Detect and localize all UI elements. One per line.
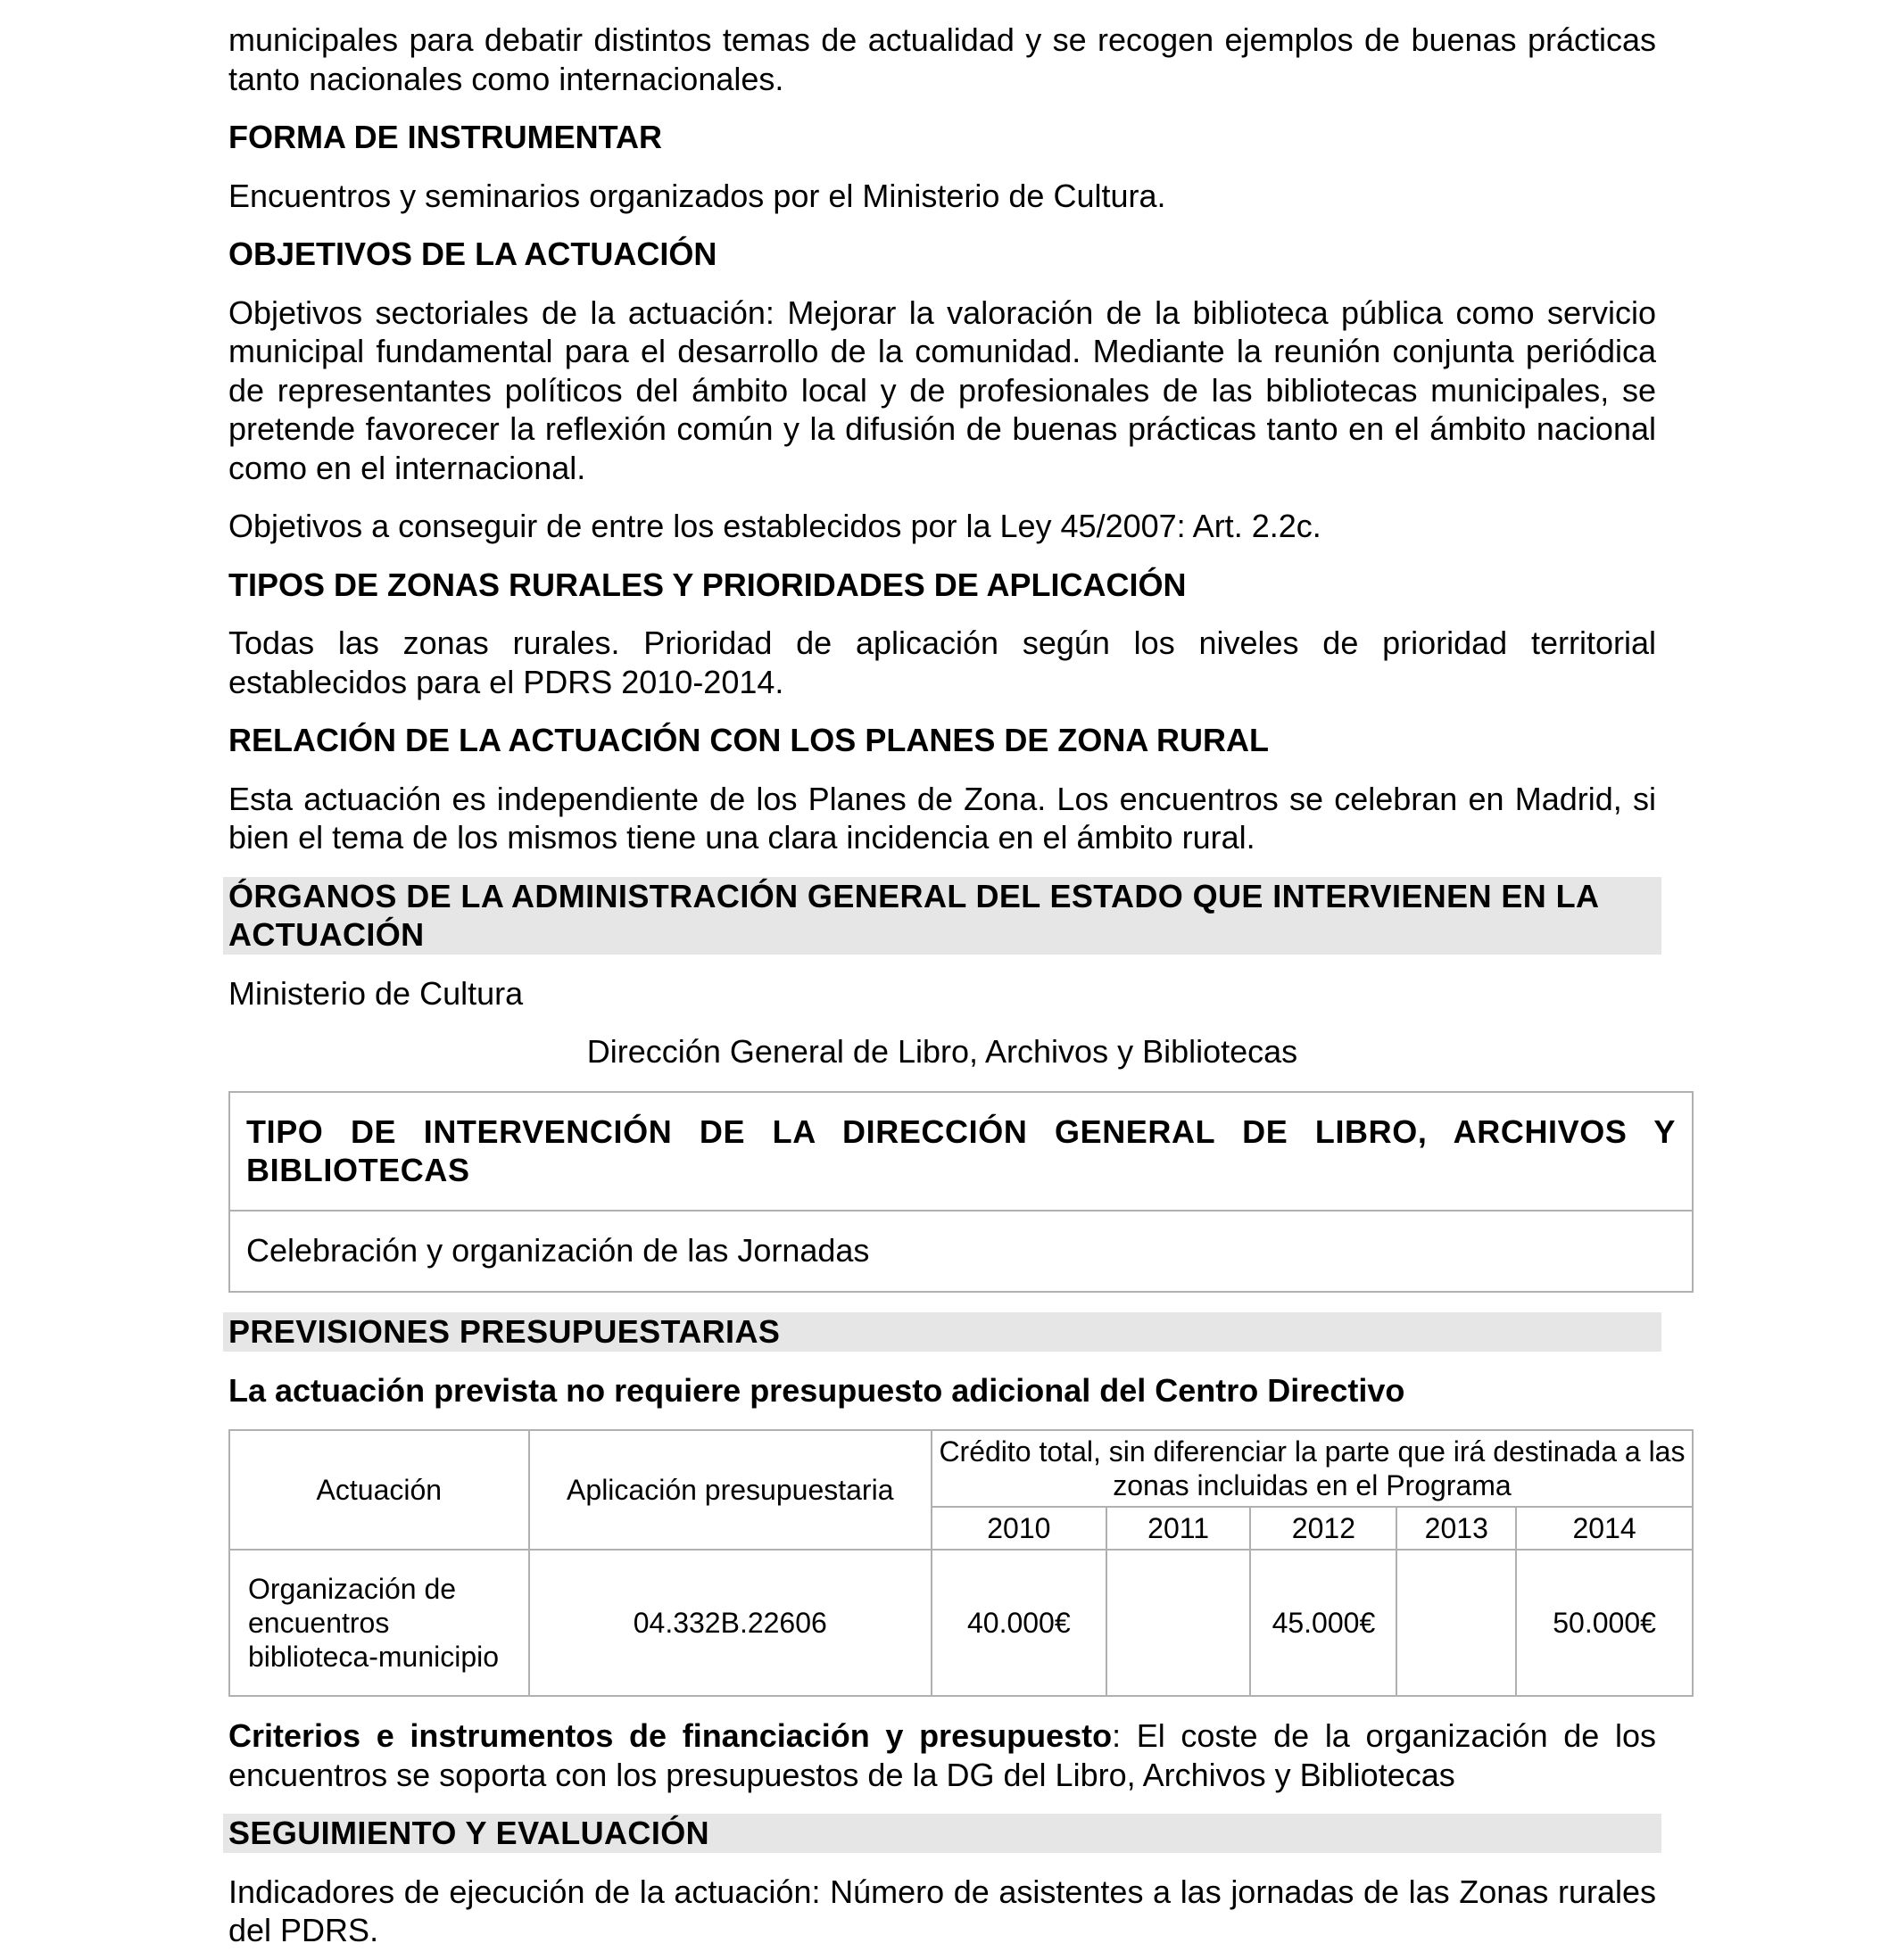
header-year: 2010 — [932, 1507, 1106, 1550]
budget-table — [228, 1429, 1694, 1697]
previsiones-heading: PREVISIONES PRESUPUESTARIAS — [223, 1312, 1661, 1352]
cell-aplicacion: 04.332B.22606 — [529, 1550, 932, 1696]
organos-heading: ÓRGANOS DE LA ADMINISTRACIÓN GENERAL DEL ESTADO QUE INTERVIENEN EN LA ACTUACIÓN — [223, 877, 1661, 955]
header-actuacion: Actuación — [229, 1430, 529, 1550]
objetivos-heading: OBJETIVOS DE LA ACTUACIÓN — [228, 236, 717, 272]
document-page — [228, 0, 1686, 1950]
organos-direccion: Dirección General de Libro, Archivos y Bibliotecas — [586, 1033, 1298, 1070]
header-year: 2014 — [1516, 1507, 1693, 1550]
zonas-heading: TIPOS DE ZONAS RURALES Y PRIORIDADES DE APLICACIÓN — [228, 566, 1187, 603]
cell-actuacion: Organización de encuentros biblioteca-municipio — [229, 1550, 529, 1696]
zonas-paragraph: Todas las zonas rurales. Prioridad de aplicación según los niveles de prioridad territorial establecidos para el PDRS 2010-2014. — [228, 624, 1656, 700]
table-row — [229, 1550, 1693, 1696]
criterios-bold-label: Criterios e instrumentos de financiación y presupuesto — [228, 1717, 1113, 1754]
criterios-text: : El coste de la organización de los encuentros se soporta con los presupuestos de la DG del Libro, Archivos y Bibliotecas — [228, 1717, 1656, 1793]
cell-value — [1396, 1550, 1516, 1696]
cell-value — [1106, 1550, 1251, 1696]
criterios-paragraph — [228, 1716, 1656, 1794]
organos-ministerio: Ministerio de Cultura — [228, 974, 524, 1012]
header-credito: Crédito total, sin diferenciar la parte que irá destinada a las zonas incluidas en el Programa — [932, 1430, 1693, 1507]
intervention-box-heading: TIPO DE INTERVENCIÓN DE LA DIRECCIÓN GENERAL DE LIBRO, ARCHIVOS Y BIBLIOTECAS — [230, 1093, 1692, 1212]
relacion-heading: RELACIÓN DE LA ACTUACIÓN CON LOS PLANES DE ZONA RURAL — [228, 722, 1269, 758]
intervention-box-text: Celebración y organización de las Jornadas — [246, 1231, 870, 1269]
forma-heading: FORMA DE INSTRUMENTAR — [228, 119, 662, 155]
intervention-box — [228, 1091, 1694, 1294]
header-aplicacion: Aplicación presupuestaria — [529, 1430, 932, 1550]
header-year: 2011 — [1106, 1507, 1251, 1550]
seguimiento-heading: SEGUIMIENTO Y EVALUACIÓN — [223, 1814, 1661, 1853]
cell-value: 40.000€ — [932, 1550, 1106, 1696]
cell-value: 45.000€ — [1250, 1550, 1396, 1696]
previsiones-subheading: La actuación prevista no requiere presupuesto adicional del Centro Directivo — [228, 1371, 1405, 1409]
forma-paragraph: Encuentros y seminarios organizados por el Ministerio de Cultura. — [228, 177, 1166, 214]
cell-value: 50.000€ — [1516, 1550, 1693, 1696]
seguimiento-paragraph: Indicadores de ejecución de la actuación: Número de asistentes a las jornadas de las Zonas rurales del PDRS. — [228, 1873, 1656, 1948]
objetivos-paragraph-2: Objetivos a conseguir de entre los establecidos por la Ley 45/2007: Art. 2.2c. — [228, 508, 1321, 544]
objetivos-paragraph-1: Objetivos sectoriales de la actuación: Mejorar la valoración de la biblioteca pública como servicio municipal fundamental para el desarrollo de la comunidad. Mediante la reunión conjunta periódica de representantes políticos del ámbito local y de profesionales de las bibliotecas municipales, se pretende favorecer la reflexión común y la difusión de buenas prácticas tanto en el ámbito nacional como en el internacional. — [228, 294, 1656, 486]
header-year: 2012 — [1250, 1507, 1396, 1550]
relacion-paragraph: Esta actuación es independiente de los Planes de Zona. Los encuentros se celebran en Madrid, si bien el tema de los mismos tiene una clara incidencia en el ámbito rural. — [228, 780, 1656, 856]
header-year: 2013 — [1396, 1507, 1516, 1550]
intro-paragraph: municipales para debatir distintos temas de actualidad y se recogen ejemplos de buenas prácticas tanto nacionales como internacionales. — [228, 21, 1656, 97]
